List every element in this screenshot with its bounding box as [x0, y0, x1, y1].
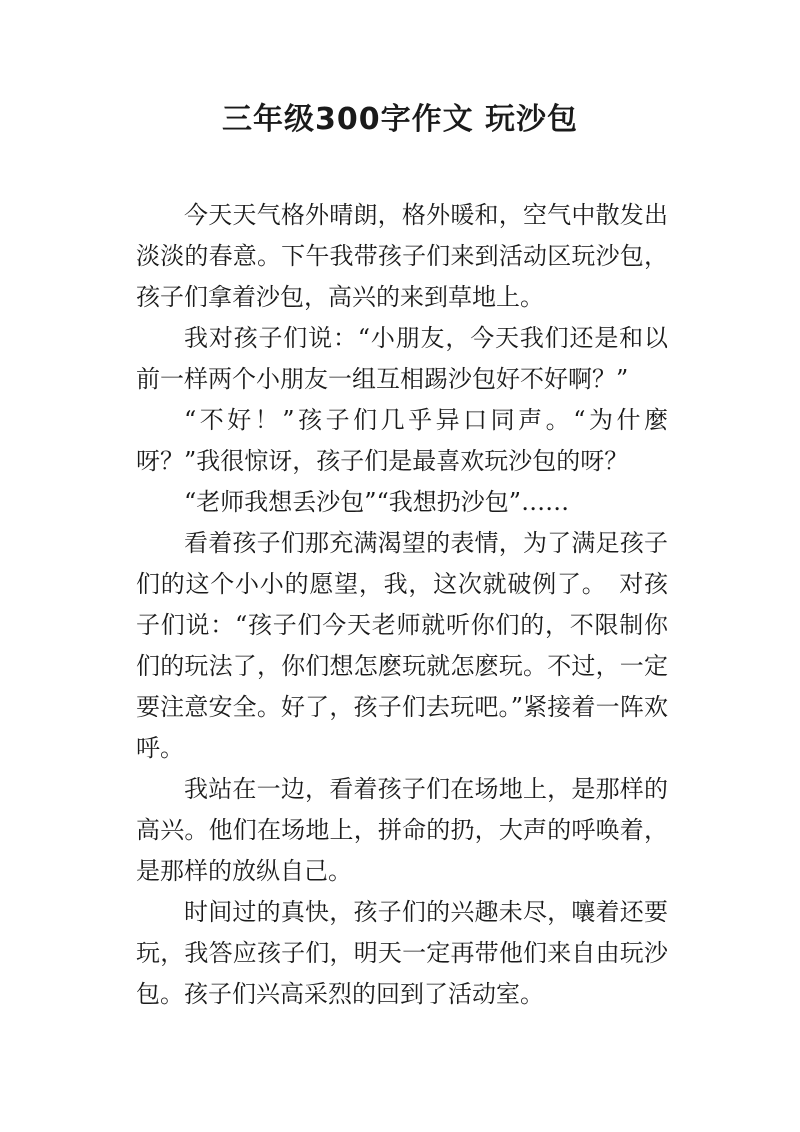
- paragraph-2: 我对孩子们说：“小朋友，今天我们还是和以前一样两个小朋友一组互相踢沙包好不好啊？”: [136, 324, 668, 393]
- paragraph-3: “不好！”孩子们几乎异口同声。“为什麼呀？”我很惊讶，孩子们是最喜欢玩沙包的呀？: [136, 406, 668, 475]
- document-title: 三年级300字作文 玩沙包: [221, 102, 579, 137]
- paragraph-4: “老师我想丢沙包”“我想扔沙包”……: [184, 488, 570, 516]
- paragraph-6: 我站在一边，看着孩子们在场地上，是那样的高兴。他们在场地上，拼命的扔，大声的呼唤着，是那样的放纵自己。: [136, 775, 668, 885]
- paragraph-5: 看着孩子们那充满渴望的表情，为了满足孩子们的这个小小的愿望，我，这次就破例了。 对孩子们说：“孩子们今天老师就听你们的，不限制你们的玩法了，你们想怎麽玩就怎麽玩。不过，一定要注意安全。好了，孩子们去玩吧。”紧接着一阵欢呼。: [136, 529, 668, 762]
- paragraph-1: 今天天气格外晴朗，格外暖和，空气中散发出淡淡的春意。下午我带孩子们来到活动区玩沙包，孩子们拿着沙包，高兴的来到草地上。: [136, 201, 668, 311]
- document-body: [136, 195, 668, 1015]
- paragraph-7: 时间过的真快，孩子们的兴趣未尽，嚷着还要玩，我答应孩子们，明天一定再带他们来自由玩沙包。孩子们兴高采烈的回到了活动室。: [136, 898, 668, 1008]
